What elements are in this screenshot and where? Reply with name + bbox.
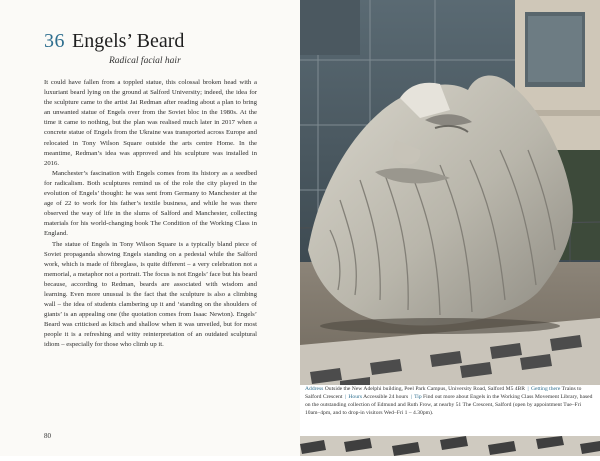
hours-label: Hours xyxy=(348,393,363,400)
body-text xyxy=(44,78,257,351)
page-title: Engels’ Beard xyxy=(72,30,185,52)
paving-illustration xyxy=(300,436,600,456)
caption-separator: | xyxy=(527,386,529,392)
paragraph-3: The statue of Engels in Tony Wilson Square is a typically bland piece of Soviet propaganda showing Engels standing on a pedestal while the Salford work, which is made of fibreglass, is quite different – a very celebration not a memorial, a metaphor not a portrait. The focus is not Engels’ face but his beard because, according to Redman, beards are associated with wisdom and learning. Even more unusual is the fact that the sculpture is also a climbing wall – the idea of students clambering up it and ‘standing on the shoulders of giants’ is an appealing one (the quotation comes from Isaac Newton). Engels’ Beard was criticised as kitsch and shallow when it was unveiled, but for most people it is a refreshing and witty reinterpretation of an outdated sculptural idiom – especially for those who climb up it. xyxy=(44,240,257,349)
paragraph-1: It could have fallen from a toppled statue, this colossal broken head with a luxuriant beard lying on the ground at Salford University; indeed, the idea for the sculpture came to the artist Jai Redman after reading about a plan to bring an unwanted statue of Engels over from the Soviet bloc in the 1980s. At the time it came to nothing, but the plan was realised much later in 2017 when a concrete statue of Engels from the Ukraine was transported across Europe and relocated in Tony Wilson Square outside the arts centre Home. In the meantime, Redman’s idea was approved and his sculpture was installed in 2016. xyxy=(44,79,257,167)
address-text: Outside the New Adelphi building, Peel Park Campus, University Road, Salford M5 4BR xyxy=(324,386,526,392)
caption-separator: | xyxy=(410,393,412,400)
page-number: 80 xyxy=(44,432,51,440)
hours-text: Accessible 24 hours xyxy=(363,393,409,400)
chapter-heading xyxy=(44,30,184,53)
photo-caption xyxy=(305,386,597,418)
tip-text: Find out more about Engels in the Working Class Movement Library, based on the outstanding collection of Edmund and Ruth Frow, at nearby 51 The Crescent, Salford (open by appointment Tue–Fri 10am–4pm, and to drop-in visitors Wed–Fri 1 – 4.30pm). xyxy=(305,393,593,416)
chapter-number: 36 xyxy=(44,30,65,52)
paving-strip xyxy=(300,436,600,456)
paragraph-2: Manchester’s fascination with Engels comes from its history as a seedbed for radicalism. Both sculptures remind us of the role the city played in the evolution of Engels’ thought: he was sent from Germany to Manchester at the age of 22 to work for his father’s textile business, and while he was there observed the way of life in the slums of Salford and Manchester, collecting materials for his world-changing book The Condition of the Working Class in England. xyxy=(44,169,257,238)
getting-there-text: Trains to Salford Crescent xyxy=(305,386,582,400)
left-page xyxy=(0,0,300,456)
sculpture-photo xyxy=(300,0,600,385)
tip-label: Tip xyxy=(414,393,422,400)
page-subtitle: Radical facial hair xyxy=(109,56,181,66)
address-label: Address xyxy=(305,386,324,392)
photo-illustration xyxy=(300,0,600,385)
getting-there-label: Getting there xyxy=(530,386,561,392)
caption-separator: | xyxy=(344,393,346,400)
